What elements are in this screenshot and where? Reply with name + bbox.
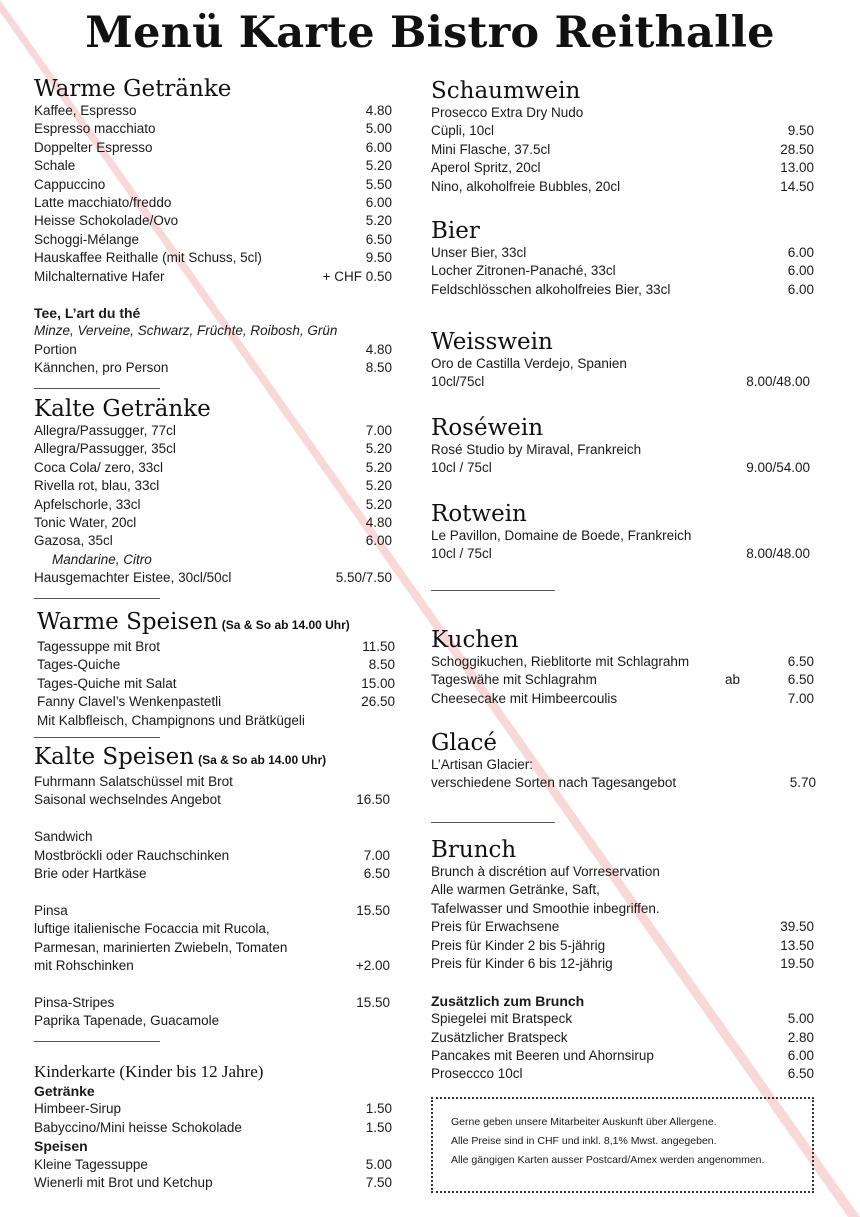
menu-item: Kaffee, Espresso 4.80 (34, 103, 392, 118)
heading-glace: Glacé (431, 730, 497, 756)
heading-rosewein: Roséwein (431, 415, 544, 441)
heading-warme-getraenke: Warme Getränke (34, 76, 232, 102)
menu-item: Kännchen, pro Person 8.50 (34, 360, 392, 376)
section-tee (34, 304, 392, 378)
menu-item: Pinsa 15.50 (34, 902, 390, 918)
section-kinderkarte (34, 1062, 392, 1192)
section-rotwein (431, 501, 810, 564)
divider (34, 737, 160, 738)
menu-item: Preis für Kinder 2 bis 5-jährig 13.50 (431, 937, 814, 953)
section-schaumwein (431, 78, 814, 196)
heading-kalte-speisen: Kalte Speisen (Sa & So ab 14.00 Uhr) (34, 744, 327, 770)
heading-bier: Bier (431, 218, 480, 244)
menu-item: Portion 4.80 (34, 341, 392, 357)
section-warme-speisen (37, 609, 395, 730)
pastetli-description: Mit Kalbfleisch, Champignons und Brätkügeli (37, 712, 305, 728)
menu-item: Latte macchiato/freddo 6.00 (34, 194, 392, 210)
sandwich-title: Sandwich (34, 829, 93, 845)
menu-item: Apfelschorle, 33cl 5.20 (34, 496, 392, 512)
menu-item: 10cl / 75cl 9.00/54.00 (431, 460, 810, 476)
section-rosewein (431, 415, 810, 478)
note-karten: Alle gängigen Karten ausser Postcard/Amex werden angenommen. (451, 1154, 765, 1166)
menu-item: Tages-Quiche mit Salat 15.00 (37, 675, 395, 691)
pinsa-description: Parmesan, marinierten Zwiebeln, Tomaten (34, 939, 288, 955)
menu-item: Gazosa, 35cl 6.00 (34, 533, 392, 549)
menu-item: Allegra/Passugger, 35cl 5.20 (34, 441, 392, 457)
gazosa-flavors: Mandarine, Citro (52, 551, 152, 567)
menu-item: mit Rohschinken +2.00 (34, 957, 390, 973)
tee-flavors: Minze, Verveine, Schwarz, Früchte, Roibosh, Grün (34, 323, 338, 339)
menu-item: Nino, alkoholfreie Bubbles, 20cl 14.50 (431, 178, 814, 194)
menu-item: Unser Bier, 33cl 6.00 (431, 245, 814, 260)
menu-item: Cappuccino 5.50 (34, 176, 392, 192)
menu-item: Cüpli, 10cl 9.50 (431, 123, 814, 139)
menu-item: verschiedene Sorten nach Tagesangebot 5.70 (431, 775, 816, 791)
heading-brunch: Brunch (431, 837, 517, 863)
menu-item: Kleine Tagessuppe 5.00 (34, 1156, 392, 1172)
menu-item: Tages-Quiche 8.50 (37, 657, 395, 673)
menu-item: Feldschlösschen alkoholfreies Bier, 33cl 6.00 (431, 281, 814, 297)
menu-item: Himbeer-Sirup 1.50 (34, 1101, 392, 1117)
menu-item: Doppelter Espresso 6.00 (34, 139, 392, 155)
info-notes-box (431, 1097, 814, 1193)
heading-kalte-getraenke: Kalte Getränke (34, 396, 211, 422)
menu-item: Hausgemachter Eistee, 30cl/50cl 5.50/7.50 (34, 570, 392, 586)
menu-item: Heisse Schokolade/Ovo 5.20 (34, 213, 392, 229)
menu-item: Preis für Erwachsene 39.50 (431, 919, 814, 935)
menu-item: Mostbröckli oder Rauchschinken 7.00 (34, 847, 390, 863)
menu-item: Saisonal wechselndes Angebot 16.50 (34, 792, 390, 808)
menu-item: Espresso macchiato 5.00 (34, 121, 392, 137)
note-allergene: Gerne geben unsere Mitarbeiter Auskunft über Allergene. (451, 1116, 717, 1128)
menu-item: Milchalternative Hafer + CHF 0.50 (34, 268, 392, 284)
schaumwein-subtitle: Prosecco Extra Dry Nudo (431, 105, 584, 120)
menu-item: Fanny Clavel’s Wenkenpastetli 26.50 (37, 694, 395, 710)
menu-item: Proseccco 10cl 6.50 (431, 1066, 814, 1082)
heading-kinderkarte: Kinderkarte (Kinder bis 12 Jahre) (34, 1062, 264, 1081)
menu-item: Wienerli mit Brot und Ketchup 7.50 (34, 1174, 392, 1190)
wine-name: Oro de Castilla Verdejo, Spanien (431, 356, 627, 371)
section-kalte-getraenke (34, 396, 392, 588)
section-kalte-speisen (34, 744, 390, 1031)
heading-tee: Tee, L’art du thé (34, 305, 141, 321)
menu-item: Rivella rot, blau, 33cl 5.20 (34, 478, 392, 494)
heading-rotwein: Rotwein (431, 501, 527, 527)
heading-kuchen: Kuchen (431, 627, 519, 653)
heading-warme-speisen: Warme Speisen (Sa & So ab 14.00 Uhr) (37, 609, 350, 635)
kinder-food-title: Speisen (34, 1138, 88, 1155)
brunch-description: Tafelwasser und Smoothie inbegriffen. (431, 900, 660, 916)
menu-item: Spiegelei mit Bratspeck 5.00 (431, 1011, 814, 1027)
section-warme-getraenke (34, 76, 392, 286)
divider (34, 1041, 160, 1042)
heading-schaumwein: Schaumwein (431, 78, 581, 104)
brunch-description: Alle warmen Getränke, Saft, (431, 882, 600, 898)
divider (431, 822, 555, 823)
menu-item: Tonic Water, 20cl 4.80 (34, 514, 392, 530)
menu-item: Tageswähe mit Schlagrahm ab 6.50 (431, 672, 814, 688)
wine-name: Le Pavillon, Domaine de Boede, Frankreich (431, 528, 692, 543)
menu-item: Zusätzlicher Bratspeck 2.80 (431, 1029, 814, 1045)
page-title: Menü Karte Bistro Reithalle (85, 8, 775, 58)
heading-weisswein: Weisswein (431, 329, 553, 355)
divider (34, 388, 160, 389)
menu-item: Brie oder Hartkäse 6.50 (34, 865, 390, 881)
note-preise: Alle Preise sind in CHF und inkl. 8,1% Mwst. angegeben. (451, 1135, 717, 1147)
section-bier (431, 218, 814, 299)
menu-item: Locher Zitronen-Panaché, 33cl 6.00 (431, 263, 814, 279)
menu-item: Tagessuppe mit Brot 11.50 (37, 639, 395, 654)
salat-title: Fuhrmann Salatschüssel mit Brot (34, 774, 233, 789)
menu-item: Cheesecake mit Himbeercoulis 7.00 (431, 690, 814, 706)
section-kuchen (431, 627, 814, 708)
pinsa-description: luftige italienische Focaccia mit Rucola, (34, 921, 270, 937)
wine-name: Rosé Studio by Miraval, Frankreich (431, 442, 642, 457)
kinder-drinks-title: Getränke (34, 1083, 95, 1099)
glace-supplier: L’Artisan Glacier: (431, 757, 534, 772)
menu-item: Preis für Kinder 6 bis 12-jährig 19.50 (431, 956, 814, 971)
menu-item: Babyccino/Mini heisse Schokolade 1.50 (34, 1119, 392, 1135)
menu-item: Hauskaffee Reithalle (mit Schuss, 5cl) 9.50 (34, 250, 392, 266)
brunch-extra-title: Zusätzlich zum Brunch (431, 992, 585, 1009)
section-glace (431, 730, 816, 793)
divider (34, 598, 160, 599)
divider (431, 590, 555, 591)
menu-item: Allegra/Passugger, 77cl 7.00 (34, 423, 392, 438)
menu-item: Schale 5.20 (34, 158, 392, 174)
section-brunch (431, 837, 814, 1084)
section-weisswein (431, 329, 810, 392)
menu-item: Schoggi-Mélange 6.50 (34, 231, 392, 247)
menu-item: Schoggikuchen, Rieblitorte mit Schlagrahm 6.50 (431, 654, 814, 669)
menu-item: Coca Cola/ zero, 33cl 5.20 (34, 459, 392, 475)
menu-item: Mini Flasche, 37.5cl 28.50 (431, 141, 814, 157)
menu-item: Pancakes mit Beeren und Ahornsirup 6.00 (431, 1047, 814, 1063)
menu-item: Pinsa-Stripes 15.50 (34, 994, 390, 1010)
menu-item: Aperol Spritz, 20cl 13.00 (431, 160, 814, 176)
menu-item: 10cl / 75cl 8.00/48.00 (431, 546, 810, 562)
menu-item: 10cl/75cl 8.00/48.00 (431, 374, 810, 390)
stripes-description: Paprika Tapenade, Guacamole (34, 1013, 220, 1029)
brunch-description: Brunch à discrétion auf Vorreservation (431, 864, 660, 879)
